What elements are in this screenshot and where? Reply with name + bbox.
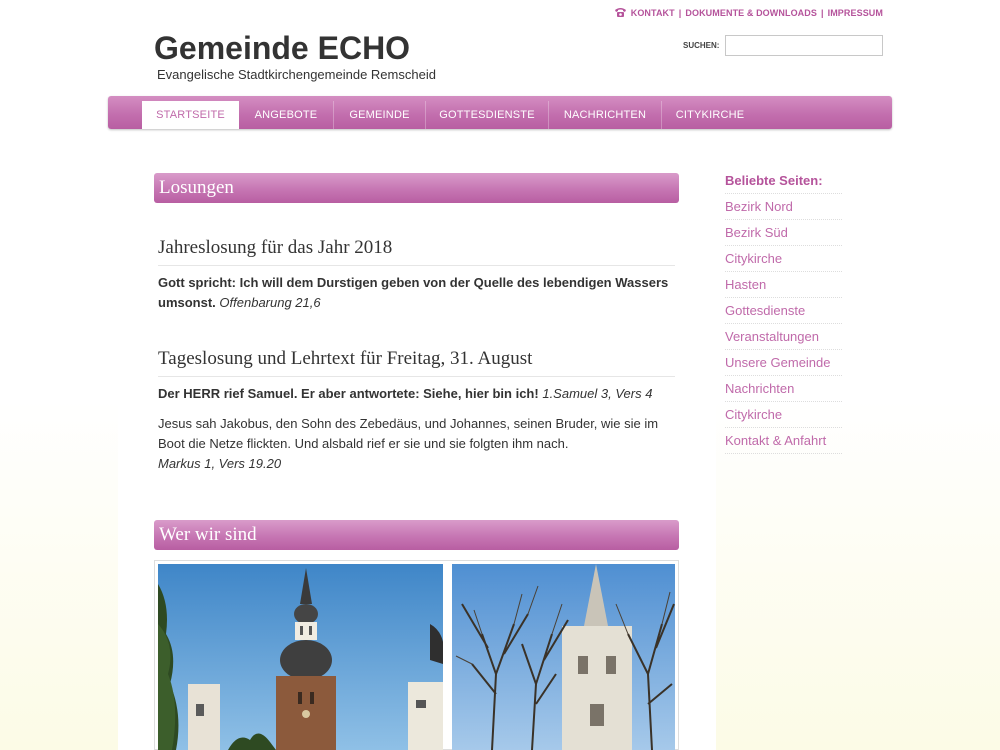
site-subtitle: Evangelische Stadtkirchengemeinde Remscheid xyxy=(157,67,436,82)
sidebar-title: Beliebte Seiten: xyxy=(725,168,842,194)
search-label: SUCHEN: xyxy=(683,41,720,50)
site-title[interactable]: Gemeinde ECHO xyxy=(154,30,411,66)
kontakt-link[interactable]: KONTAKT xyxy=(630,7,675,18)
jahreslosung-verse: Gott spricht: Ich will dem Durstigen geben von der Quelle des lebendigen Wassers umsonst. xyxy=(158,275,669,310)
nav-citykirche[interactable]: CITYKIRCHE xyxy=(675,109,745,121)
tageslosung-title: Tageslosung und Lehrtext für Freitag, 31. August xyxy=(158,348,675,377)
tageslosung-ref: 1.Samuel 3, Vers 4 xyxy=(542,386,653,401)
nav-gottesdienste[interactable]: GOTTESDIENSTE xyxy=(439,109,535,121)
nav-gemeinde[interactable]: GEMEINDE xyxy=(349,109,410,121)
wer-wir-sind-header: Wer wir sind xyxy=(154,520,679,550)
impressum-link[interactable]: IMPRESSUM xyxy=(827,7,883,18)
sidebar-link-hasten[interactable]: Hasten xyxy=(725,272,842,298)
lehrtext-ref: Markus 1, Vers 19.20 xyxy=(158,456,282,471)
sidebar-link-gottesdienste[interactable]: Gottesdienste xyxy=(725,298,842,324)
church-photo-left[interactable] xyxy=(158,564,443,750)
sidebar-link-kontakt-anfahrt[interactable]: Kontakt & Anfahrt xyxy=(725,428,842,454)
church-photo-right[interactable] xyxy=(452,564,675,750)
jahreslosung-text xyxy=(158,273,678,313)
sidebar-link-veranstaltungen[interactable]: Veranstaltungen xyxy=(725,324,842,350)
sidebar xyxy=(725,168,842,454)
jahreslosung-ref: Offenbarung 21,6 xyxy=(219,295,321,310)
tageslosung-text xyxy=(158,384,678,404)
jahreslosung-title: Jahreslosung für das Jahr 2018 xyxy=(158,237,675,266)
tageslosung-verse: Der HERR rief Samuel. Er aber antwortete: Siehe, hier bin ich! xyxy=(158,386,539,401)
lehrtext-verse: Jesus sah Jakobus, den Sohn des Zebedäus, und Johannes, seinen Bruder, wie sie im Boot die Netze flickten. Und alsbald rief er sie und sie folgten ihm nach. xyxy=(158,416,659,451)
sidebar-link-bezirk-sued[interactable]: Bezirk Süd xyxy=(725,220,842,246)
separator: | xyxy=(820,7,824,18)
lehrtext xyxy=(158,414,678,474)
sidebar-link-bezirk-nord[interactable]: Bezirk Nord xyxy=(725,194,842,220)
separator: | xyxy=(678,7,682,18)
dokumente-link[interactable]: DOKUMENTE & DOWNLOADS xyxy=(685,7,817,18)
top-links xyxy=(614,7,883,18)
sidebar-link-unsere-gemeinde[interactable]: Unsere Gemeinde xyxy=(725,350,842,376)
sidebar-link-citykirche[interactable]: Citykirche xyxy=(725,246,842,272)
search-input[interactable] xyxy=(725,35,883,56)
sidebar-link-nachrichten[interactable]: Nachrichten xyxy=(725,376,842,402)
phone-icon xyxy=(614,7,627,18)
nav-angebote[interactable]: ANGEBOTE xyxy=(254,109,318,121)
sidebar-link-citykirche-2[interactable]: Citykirche xyxy=(725,402,842,428)
nav-startseite[interactable]: STARTSEITE xyxy=(142,101,239,129)
nav-nachrichten[interactable]: NACHRICHTEN xyxy=(563,109,647,121)
main-nav xyxy=(108,96,892,129)
losungen-header: Losungen xyxy=(154,173,679,203)
